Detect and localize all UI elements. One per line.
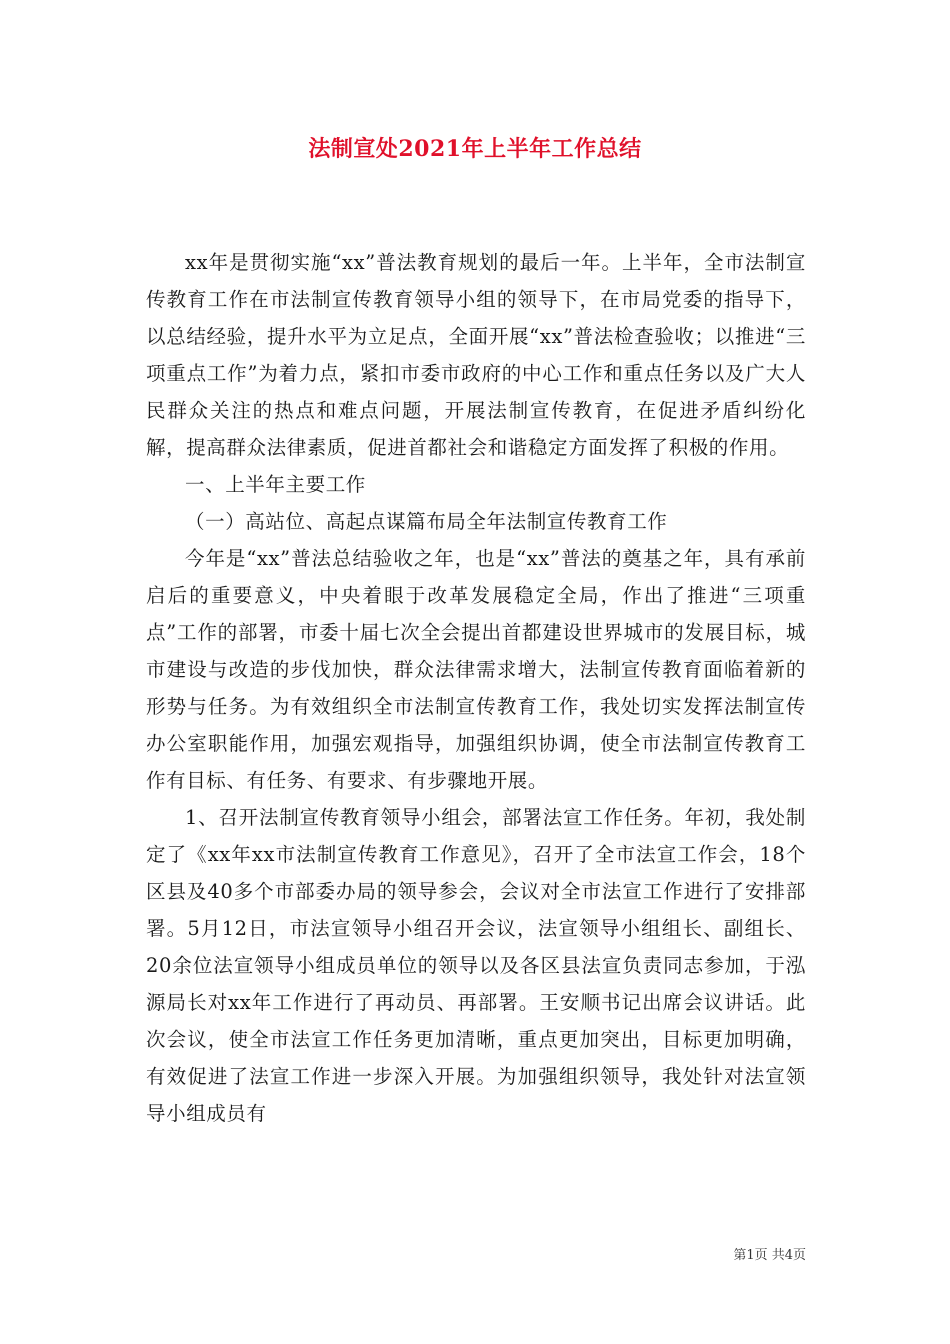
paragraph-item-1: 1、召开法制宣传教育领导小组会，部署法宣工作任务。年初，我处制定了《xx年xx市法制宣传教育工作意见》，召开了全市法宣工作会，18个区县及40多个市部委办局的领导参会，会议对全市法宣工作进行了安排部署。5月12日，市法宣领导小组召开会议，法宣领导小组组长、副组长、20余位法宣领导小组成员单位的领导以及各区县法宣负责同志参加，于泓源局长对xx年工作进行了再动员、再部署。王安顺书记出席会议讲话。此次会议，使全市法宣工作任务更加清晰，重点更加突出，目标更加明确，有效促进了法宣工作进一步深入开展。为加强组织领导，我处针对法宣领导小组成员有 <box>146 806 806 1125</box>
page-number: 第1页 共4页 <box>733 1248 806 1263</box>
document-title: 法制宣处2021年上半年工作总结 <box>308 136 642 162</box>
subsection-heading-1: （一）高站位、高起点谋篇布局全年法制宣传教育工作 <box>185 510 668 533</box>
paragraph-intro: xx年是贯彻实施“xx”普法教育规划的最后一年。上半年，全市法制宣传教育工作在市法制宣传教育领导小组的领导下，在市局党委的指导下，以总结经验，提升水平为立足点，全面开展“xx”普法检查验收；以推进“三项重点工作”为着力点，紧扣市委市政府的中心工作和重点任务以及广大人民群众关注的热点和难点问题，开展法制宣传教育，在促进矛盾纠纷化解，提高群众法律素质，促进首都社会和谐稳定方面发挥了积极的作用。 <box>146 251 806 459</box>
paragraph-context: 今年是“xx”普法总结验收之年，也是“xx”普法的奠基之年，具有承前启后的重要意义，中央着眼于改革发展稳定全局，作出了推进“三项重点”工作的部署，市委十届七次全会提出首都建设世界城市的发展目标，城市建设与改造的步伐加快，群众法律需求增大，法制宣传教育面临着新的形势与任务。为有效组织全市法制宣传教育工作，我处切实发挥法制宣传办公室职能作用，加强宏观指导，加强组织协调，使全市法制宣传教育工作有目标、有任务、有要求、有步骤地开展。 <box>146 547 806 792</box>
section-heading-1: 一、上半年主要工作 <box>185 473 366 496</box>
document-body <box>146 244 806 1132</box>
